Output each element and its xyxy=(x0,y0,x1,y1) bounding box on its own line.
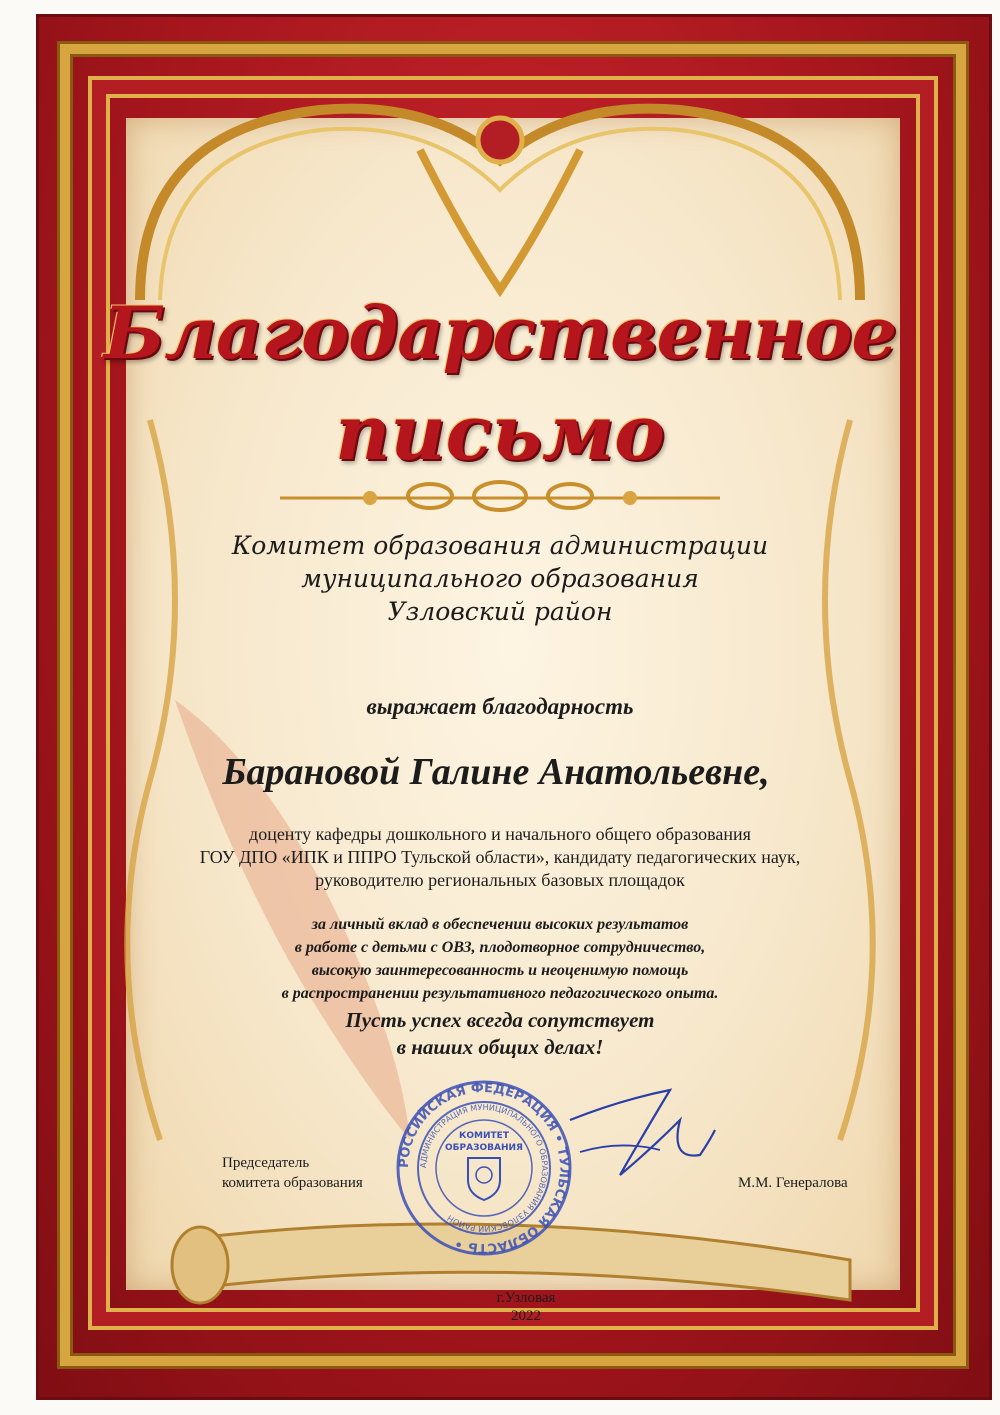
seal-inner-text: АДМИНИСТРАЦИЯ МУНИЦИПАЛЬНОГО ОБРАЗОВАНИЯ УЗЛОВСКИЙ РАЙОН xyxy=(418,1102,550,1234)
signatory-title-1: Председатель xyxy=(222,1155,310,1171)
wish-line-1: Пусть успех всегда сопутствует xyxy=(345,1008,655,1032)
wish-line-2: в наших общих делах! xyxy=(396,1035,604,1059)
handwritten-signature xyxy=(560,1080,720,1190)
seal-outer-text: РОССИЙСКАЯ ФЕДЕРАЦИЯ • ТУЛЬСКАЯ ОБЛАСТЬ • xyxy=(396,1080,572,1256)
seal-shield-icon xyxy=(468,1158,500,1200)
issuer-line-1: Комитет образования администрации xyxy=(231,531,769,560)
title-divider xyxy=(280,482,720,510)
issuer-line-3: Узловский район xyxy=(387,597,613,626)
reason-line-1: за личный вклад в обеспечении высоких результатов xyxy=(311,916,689,933)
expresses-gratitude: выражает благодарность xyxy=(366,694,634,719)
official-seal xyxy=(394,1078,574,1263)
signatory-title-2: комитета образования xyxy=(222,1175,363,1191)
position-line-3: руководителю региональных базовых площадок xyxy=(315,870,685,890)
year: 2022 xyxy=(511,1308,541,1324)
city: г.Узловая xyxy=(496,1290,556,1306)
position-line-2: ГОУ ДПО «ИПК и ППРО Тульской области», кандидату педагогических наук, xyxy=(199,847,801,867)
seal-center-line-2: ОБРАЗОВАНИЯ xyxy=(445,1143,523,1153)
recipient-name: Барановой Галине Анатольевне, xyxy=(222,751,770,793)
title-line-1: Благодарственное xyxy=(103,290,897,375)
reason-line-2: в работе с детьми с ОВЗ, плодотворное сотрудничество, xyxy=(294,939,706,956)
reason-line-3: высокую заинтересованность и неоценимую помощь xyxy=(311,962,689,979)
position-line-1: доценту кафедры дошкольного и начального общего образования xyxy=(249,824,751,844)
reason-line-4: в распространении результативного педагогического опыта. xyxy=(281,985,719,1002)
issuer-line-2: муниципального образования xyxy=(301,564,699,593)
signatory-name: М.М. Генералова xyxy=(738,1175,848,1191)
seal-center-line-1: КОМИТЕТ xyxy=(459,1131,509,1141)
title-line-2: письмо xyxy=(335,388,665,477)
